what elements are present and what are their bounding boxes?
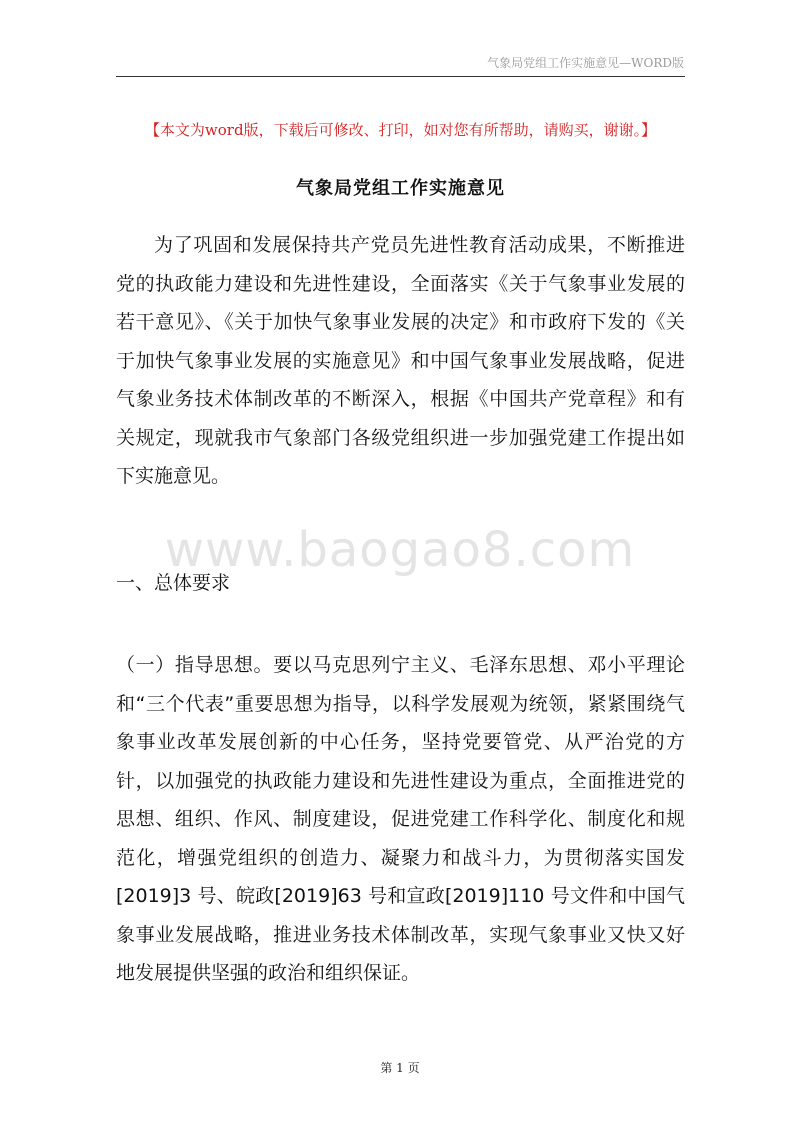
guiding-ideology-paragraph: （一）指导思想。要以马克思列宁主义、毛泽东思想、邓小平理论和“三个代表”重要思想为指导，以科学发展观为统领，紧紧围绕气象事业改革发展创新的中心任务，坚持党要管党、从严治党的方针，以加强党的执政能力建设和先进性建设为重点，全面推进党的思想、组织、作风、制度建设，促进党建工作科学化、制度化和规范化，增强党组织的创造力、凝聚力和战斗力，为贯彻落实国发[2019]3 号、皖政[2019]63 号和宣政[2019]110 号文件和中国气象事业发展战略，推进业务技术体制改革，实现气象事业又快又好地发展提供坚强的政治和组织保证。 [116, 654, 685, 984]
header-divider [116, 76, 685, 77]
watermark: www.baogao8.com [164, 522, 636, 578]
purchase-notice: 【本文为word版，下载后可修改、打印，如对您有所帮助，请购买，谢谢。】 [144, 121, 657, 139]
section-heading: 一、总体要求 [116, 572, 231, 594]
running-header: 气象局党组工作实施意见—WORD版 [487, 56, 684, 70]
intro-paragraph: 为了巩固和发展保持共产党员先进性教育活动成果，不断推进党的执政能力建设和先进性建设，全面落实《关于气象事业发展的若干意见》、《关于加快气象事业发展的决定》和市政府下发的《关于加快气象事业发展的实施意见》和中国气象事业发展战略，促进气象业务技术体制改革的不断深入，根据《中国共产党章程》和有关规定，现就我市气象部门各级党组织进一步加强党建工作提出如下实施意见。 [116, 234, 685, 487]
page-number: 第 1 页 [380, 1061, 420, 1075]
document-title: 气象局党组工作实施意见 [296, 178, 505, 199]
